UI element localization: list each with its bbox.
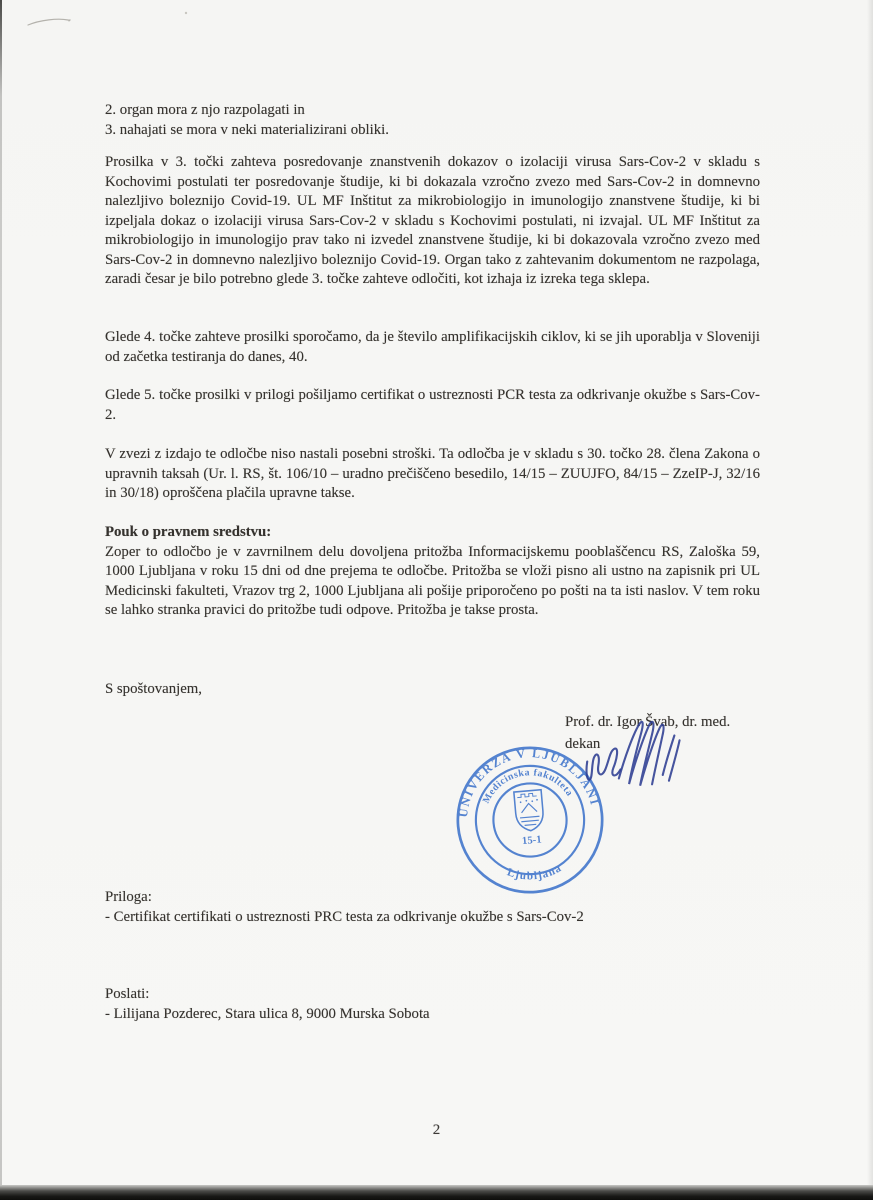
list-item: 3. nahajati se mora v neki materializirani obliki.	[105, 121, 389, 138]
stamp-faculty-text: Medicinska fakulteta	[480, 767, 576, 806]
closing-salutation: S spoštovanjem,	[105, 681, 203, 697]
signatory-title: dekan	[565, 735, 601, 752]
legal-notice-body: Zoper to odločbo je v zavrnilnem delu dovoljena pritožba Informacijskemu pooblaščencu RS, Zaloška 59, 1000 Ljubljana v roku 15 dni od dne prejema te odločbe. Pritožba se vloži pisno ali ustno na zapisnik pri UL Medicinski fakulteti, Vrazov trg 2, 1000 Ljubljana ali pošije priporočeno po pošti na ta isti naslov. V tem roku se lahko stranka pravici do pritožbe tudi odpove. Pritožba je takse prosta.	[105, 543, 760, 618]
stamp-university-text: UNIVERZA V LJUBLJANI	[456, 746, 603, 819]
svg-text:Ljubljana	[505, 862, 565, 885]
signature-ink	[578, 712, 686, 796]
scan-edge-left	[0, 0, 2, 1200]
distribution-item: - Lilijana Pozderec, Stara ulica 8, 9000 Murska Sobota	[105, 1005, 430, 1022]
legal-notice	[105, 523, 760, 621]
paragraph-costs: V zvezi z izdajo te odločbe niso nastali posebni stroški. Ta odločba je v skladu s 30. točko 28. člena Zakona o upravnih taksah (Ur. l. RS, št. 106/10 – uradno prečiščeno besedilo, 14/15 – ZUUJFO, 84/15 – ZzeIP-J, 32/16 in 30/18) oproščena plačila upravne takse.	[105, 446, 760, 501]
paragraph-point5: Glede 5. točke prosilki v prilogi pošiljamo certifikat o ustreznosti PCR testa za odkrivanje okužbe s Sars-Cov-2.	[105, 387, 760, 423]
decision-points-list	[105, 101, 760, 140]
legal-notice-heading: Pouk o pravnem sredstvu:	[105, 524, 272, 540]
stamp-city-text: Ljubljana	[505, 861, 565, 883]
pencil-mark	[18, 8, 198, 34]
attachments-section	[105, 888, 760, 927]
stamp-code-text: 15-1	[521, 833, 543, 848]
scan-edge-bottom	[0, 1185, 873, 1200]
list-item: 2. organ mora z njo razpolagati in	[105, 102, 305, 118]
paragraph-point3: Prosilka v 3. točki zahteva posredovanje znanstvenih dokazov o izolaciji virusa Sars-Cov-2 v skladu s Kochovimi postulati ter posredovanje študije, ki bi dokazala vzročno zvezo med Sars-Cov-2 in domnevno nalezljivo boleznijo Covid-19. UL MF Inštitut za mikrobiologijo in imunologijo znanstvene študije, ki bi izpeljala dokaz o izolaciji virusa Sars-Cov-2 v skladu s Kochovimi postulati, ni izvajal. UL MF Inštitut za mikrobiologijo in imunologijo prav tako ni izvedel znanstvene študije, ki bi dokazovala vzročno zvezo med Sars-Cov-2 in domnevno nalezljivo boleznijo Covid-19. Organ tako z zahtevanim dokumentom ne razpolaga, zaradi česar je bilo potrebno glede 3. točke zahteve odločiti, kot izhaja iz izreka tega sklepa.	[105, 154, 760, 287]
attachment-item: - Certifikat certifikati o ustreznosti PRC testa za odkrivanje okužbe s Sars-Cov-2	[105, 908, 584, 925]
attachments-label: Priloga:	[105, 889, 152, 905]
paragraph-point4: Glede 4. točke zahteve prosilki sporočamo, da je število amplifikacijskih ciklov, ki se jih uporablja v Sloveniji od začetka testiranja do danes, 40.	[105, 329, 760, 365]
stamp-coat-of-arms	[514, 790, 545, 832]
signatory-name: Prof. dr. Igor Švab, dr. med.	[565, 714, 731, 730]
page-number: 2	[432, 1122, 441, 1138]
distribution-label: Poslati:	[105, 986, 150, 1002]
scan-edge-right	[867, 0, 873, 1200]
distribution-section	[105, 985, 760, 1024]
